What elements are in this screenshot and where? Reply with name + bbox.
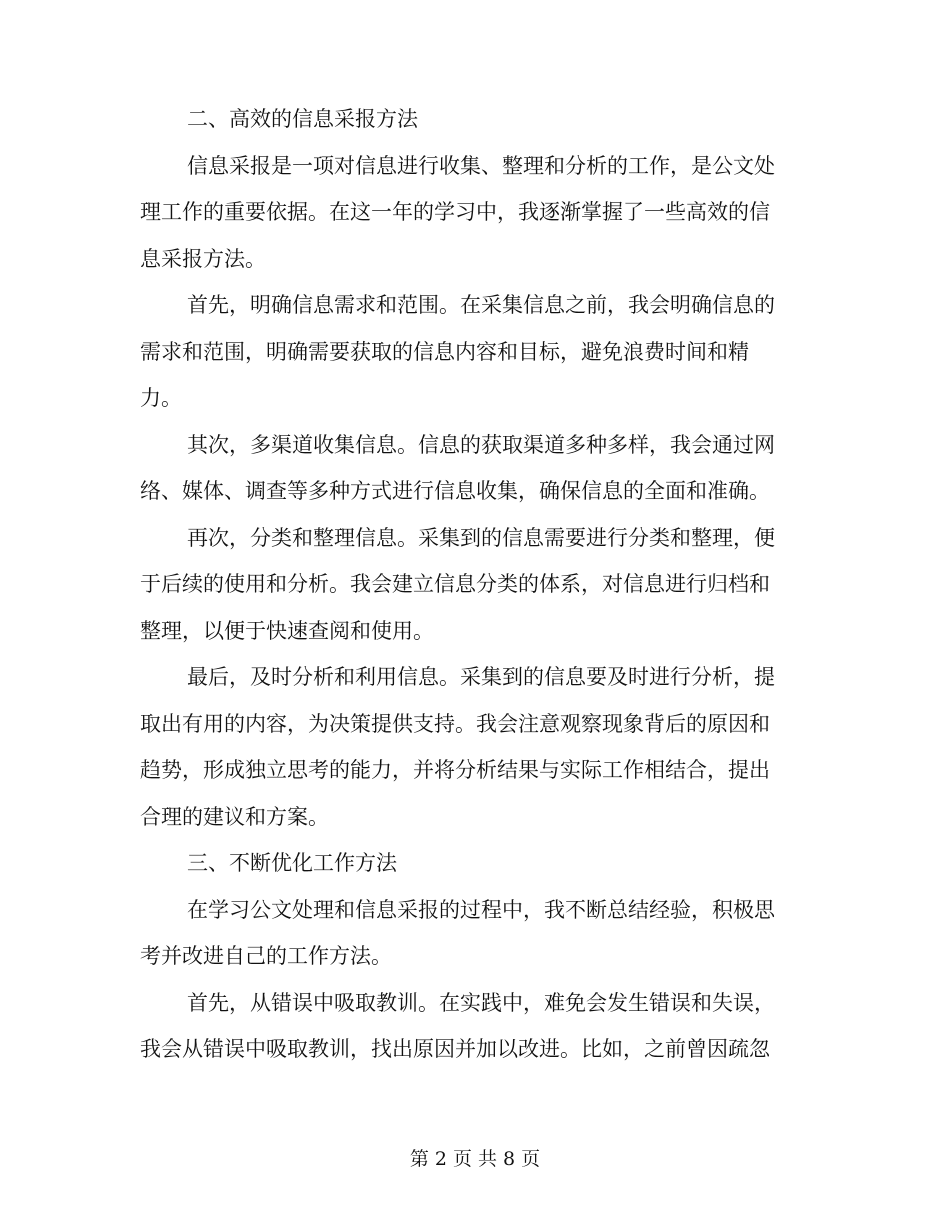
text-line: 其次，多渠道收集信息。信息的获取渠道多种多样，我会通过网 [187,432,775,457]
text-line: 三、不断优化工作方法 [187,851,397,875]
text-line: 理工作的重要依据。在这一年的学习中，我逐渐掌握了一些高效的信 [140,200,770,224]
text-line: 络、媒体、调查等多种方式进行信息收集，确保信息的全面和准确。 [140,479,770,503]
text-line: 信息采报是一项对信息进行收集、整理和分析的工作，是公文处 [187,153,775,178]
document-body [140,96,800,1073]
text-line: 最后，及时分析和利用信息。采集到的信息要及时进行分析，提 [187,665,775,689]
text-line: 考并改进自己的工作方法。 [140,944,392,968]
text-line: 整理，以便于快速查阅和使用。 [140,618,434,643]
text-line: 合理的建议和方案。 [140,804,329,829]
text-line: 我会从错误中吸取教训，找出原因并加以改进。比如，之前曾因疏忽 [140,1037,770,1061]
text-line: 在学习公文处理和信息采报的过程中，我不断总结经验，积极思 [187,897,775,922]
text-line: 需求和范围，明确需要获取的信息内容和目标，避免浪费时间和精 [140,339,749,364]
text-line: 趋势，形成独立思考的能力，并将分析结果与实际工作相结合，提出 [140,758,770,782]
text-line: 二、高效的信息采报方法 [187,107,418,131]
text-line: 力。 [140,386,182,410]
text-line: 首先，明确信息需求和范围。在采集信息之前，我会明确信息的 [187,293,775,317]
text-line: 首先，从错误中吸取教训。在实践中，难免会发生错误和失误， [187,990,775,1015]
text-line: 再次，分类和整理信息。采集到的信息需要进行分类和整理，便 [187,525,775,550]
text-line: 于后续的使用和分析。我会建立信息分类的体系，对信息进行归档和 [140,572,770,596]
page-footer: 第 2 页 共 8 页 [409,1148,541,1170]
text-line: 息采报方法。 [140,246,266,271]
text-line: 取出有用的内容，为决策提供支持。我会注意观察现象背后的原因和 [140,711,770,736]
